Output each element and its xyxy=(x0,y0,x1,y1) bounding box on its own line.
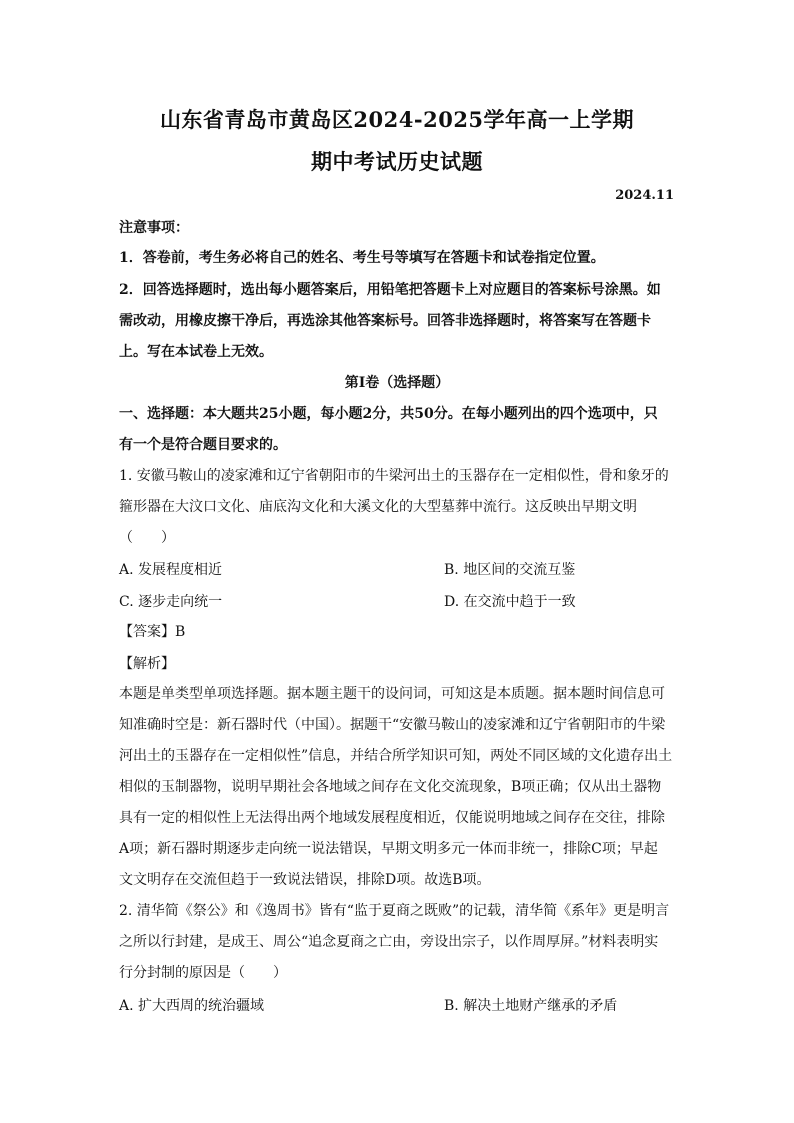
q1-stem-line2: 箍形器在大汶口文化、庙底沟文化和大溪文化的大型墓葬中流行。这反映出早期文明 xyxy=(119,499,637,515)
q1-analysis-line: A项；新石器时期逐步走向统一说法错误，早期文明多元一体而非统一，排除C项；早起 xyxy=(119,841,658,857)
notice-item-2-line1: 2．回答选择题时，选出每小题答案后，用铅笔把答题卡上对应题目的答案标号涂黑。如 xyxy=(119,282,661,298)
q1-analysis-line: 知准确时空是：新石器时代（中国）。据题干“安徽马鞍山的凌家滩和辽宁省朝阳市的牛梁 xyxy=(119,717,666,733)
q1-analysis-line: 相似的玉制器物，说明早期社会各地域之间存在文化交流现象，B项正确；仅从出土器物 xyxy=(119,779,662,795)
q2-stem-line2: 之所以行封建，是成王、周公“追念夏商之亡由，旁设出宗子，以作周厚屏。”材料表明实 xyxy=(119,934,659,950)
q2-stem-line1: 2. 清华简《祭公》和《逸周书》皆有“监于夏商之既败”的记载，清华简《系年》更是明言 xyxy=(119,903,670,919)
q2-option-b: B. 解决土地财产继承的矛盾 xyxy=(444,998,618,1014)
q1-stem-line3: （ ） xyxy=(119,530,175,546)
document-title-line1: 山东省青岛市黄岛区2024-2025学年高一上学期 xyxy=(159,107,635,132)
q1-answer: 【答案】B xyxy=(119,624,186,640)
q1-option-b: B. 地区间的交流互鉴 xyxy=(444,562,576,578)
notice-heading: 注意事项： xyxy=(119,220,189,236)
q1-analysis-label: 【解析】 xyxy=(119,656,175,672)
q1-stem-line1: 1. 安徽马鞍山的凌家滩和辽宁省朝阳市的牛梁河出土的玉器存在一定相似性，骨和象牙的 xyxy=(119,468,669,484)
q2-option-a: A. 扩大西周的统治疆域 xyxy=(119,998,265,1014)
q2-stem-line3: 行分封制的原因是（ ） xyxy=(119,965,287,981)
notice-item-1: 1．答卷前，考生务必将自己的姓名、考生号等填写在答题卡和试卷指定位置。 xyxy=(119,250,605,266)
q1-option-c: C. 逐步走向统一 xyxy=(119,594,223,610)
q1-option-a: A. 发展程度相近 xyxy=(119,562,223,578)
notice-item-2-line3: 上。写在本试卷上无效。 xyxy=(119,344,273,360)
q1-analysis-line: 文文明存在交流但趋于一致说法错误，排除D项。故选B项。 xyxy=(119,872,491,888)
section-instruction-line2: 有一个是符合题目要求的。 xyxy=(119,437,287,453)
q1-analysis-line: 具有一定的相似性上无法得出两个地域发展程度相近，仅能说明地域之间存在交往，排除 xyxy=(119,810,665,826)
section-title: 第Ⅰ卷（选择题） xyxy=(344,375,450,391)
notice-item-2-line2: 需改动，用橡皮擦干净后，再选涂其他答案标号。回答非选择题时，将答案写在答题卡 xyxy=(119,313,651,329)
exam-date: 2024.11 xyxy=(615,188,674,203)
q1-option-d: D. 在交流中趋于一致 xyxy=(444,594,576,610)
q1-analysis-line: 本题是单类型单项选择题。据本题主题干的设问词，可知这是本质题。据本题时间信息可 xyxy=(119,686,665,702)
document-title-line2: 期中考试历史试题 xyxy=(311,149,483,174)
q1-analysis-line: 河出土的玉器存在一定相似性”信息，并结合所学知识可知，两处不同区域的文化遗存出土 xyxy=(119,748,673,764)
section-instruction-line1: 一、选择题：本大题共25小题，每小题2分，共50分。在每小题列出的四个选项中，只 xyxy=(119,406,658,422)
